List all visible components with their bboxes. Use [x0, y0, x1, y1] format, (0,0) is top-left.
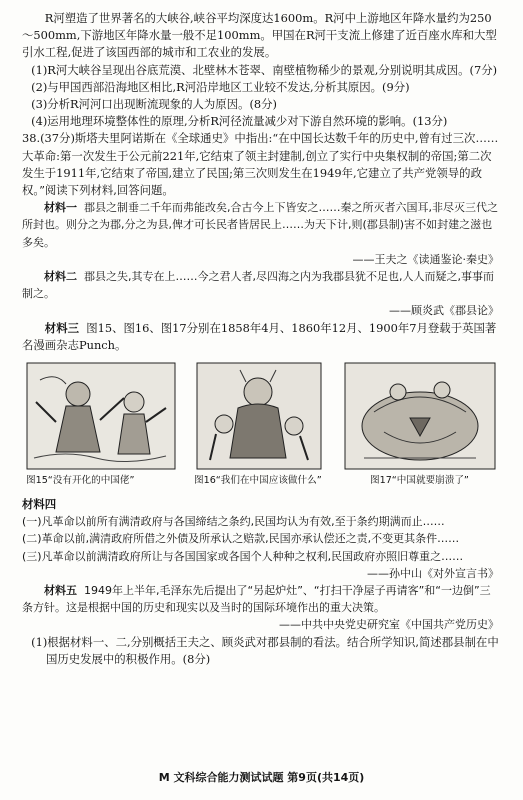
material-4-item-1: (一)凡革命以前所有满清政府与各国缔结之条约,民国均认为有效,至于条约期满而止……: [22, 515, 445, 529]
question-37-4: (4)运用地理环境整体性的原理,分析R河径流量减少对下游自然环境的影响。(13分): [31, 114, 448, 129]
question-38-stem: 38.(37分)斯塔夫里阿诺斯在《全球通史》中指出:“在中国长达数千年的历史中,曾有过三次……大革命:第一次发生于公元前221年,它结束了领主封建制,创立了实行中央集权制的帝国;第二次发生于1911年,它结束了帝国,建立了民国;第三次则发生在1949年,它建立了共产党领导的政权。”阅读下列材料,回答问题。: [22, 131, 499, 198]
material-2-label: 材料二: [44, 270, 77, 284]
material-5-text: 1949年上半年,毛泽东先后提出了“另起炉灶”、“打扫干净屋子再请客”和“一边倒”三条方针。这是根据中国的历史和现实以及当时的国际环境作出的重大决策。: [22, 584, 491, 615]
material-5-source: ——中共中央党史研究室《中国共产党历史》: [279, 618, 499, 632]
material-4-item-3: (三)凡革命以前满清政府所让与各国国家或各国个人种种之权利,民国政府亦照旧尊重之……: [22, 549, 464, 563]
material-5: [22, 582, 501, 616]
material-3: [22, 320, 501, 354]
question-37-1: (1)R河大峡谷呈现出谷底荒漠、北壁林木苍翠、南壁植物稀少的景观,分别说明其成因。(7分): [31, 62, 498, 77]
material-4-item-2: (二)革命以前,满清政府所借之外债及所承认之赔款,民国亦承认偿还之责,不变更其条件……: [22, 532, 460, 546]
page-footer: M 文科综合能力测试试题 第9页(共14页): [158, 770, 365, 784]
question-37-2: (2)与甲国西部沿海地区相比,R河沿岸地区工业较不发达,分析其原因。(9分): [31, 79, 410, 94]
material-2-source: ——顾炎武《郡县论》: [389, 304, 499, 318]
figure-15-caption: 图15“没有开化的中国佬”: [26, 475, 135, 487]
material-4-label: 材料四: [22, 497, 57, 512]
figure-16-caption: 图16“我们在中国应该做什么”: [194, 475, 322, 487]
material-1-text: 郡县之制垂二千年而弗能改矣,合古今上下皆安之……秦之所灭者六国耳,非尽灭三代之所封也。则分之为郡,分之为县,俾才可长民者皆居民上……为天下计,则(郡县制)害不如封建之滋也多矣。: [22, 201, 498, 249]
material-4-source: ——孙中山《对外宣言书》: [367, 566, 499, 580]
r-river-intro: R河塑造了世界著名的大峡谷,峡谷平均深度达1600m。R河中上游地区年降水量约为250～500mm,下游地区年降水量一般不足100mm。甲国在R河干支流上修建了近百座水库和大型引水工程,促进了该国西部的城市和工农业的发展。: [22, 11, 497, 60]
material-3-text: 图15、图16、图17分别在1858年4月、1860年12月、1900年7月登载于英国著名漫画杂志Punch。: [22, 320, 497, 352]
material-2-text: 郡县之失,其专在上……今之君人者,尽四海之内为我郡县犹不足也,人人而疑之,事事而制之。: [22, 270, 494, 301]
material-1: [22, 199, 501, 251]
figure-17-cartoon: [344, 362, 496, 470]
question-37-3: (3)分析R河河口出现断流现象的人为原因。(8分): [31, 97, 278, 112]
question-38-1: (1)根据材料一、二,分别概括王夫之、顾炎武对郡县制的看法。结合所学知识,简述郡县制在中国历史发展中的积极作用。(8分): [31, 634, 499, 666]
material-2: [22, 268, 501, 302]
material-3-label: 材料三: [44, 320, 79, 335]
material-1-label: 材料一: [44, 201, 77, 215]
cartoon-figures: [22, 358, 501, 496]
material-1-source: ——王夫之《读通鉴论·秦史》: [352, 252, 499, 266]
figure-16-cartoon: [196, 362, 322, 470]
material-5-label: 材料五: [44, 584, 77, 598]
figure-17-caption: 图17“中国就要崩溃了”: [370, 475, 469, 487]
figure-15-cartoon: [26, 362, 176, 470]
